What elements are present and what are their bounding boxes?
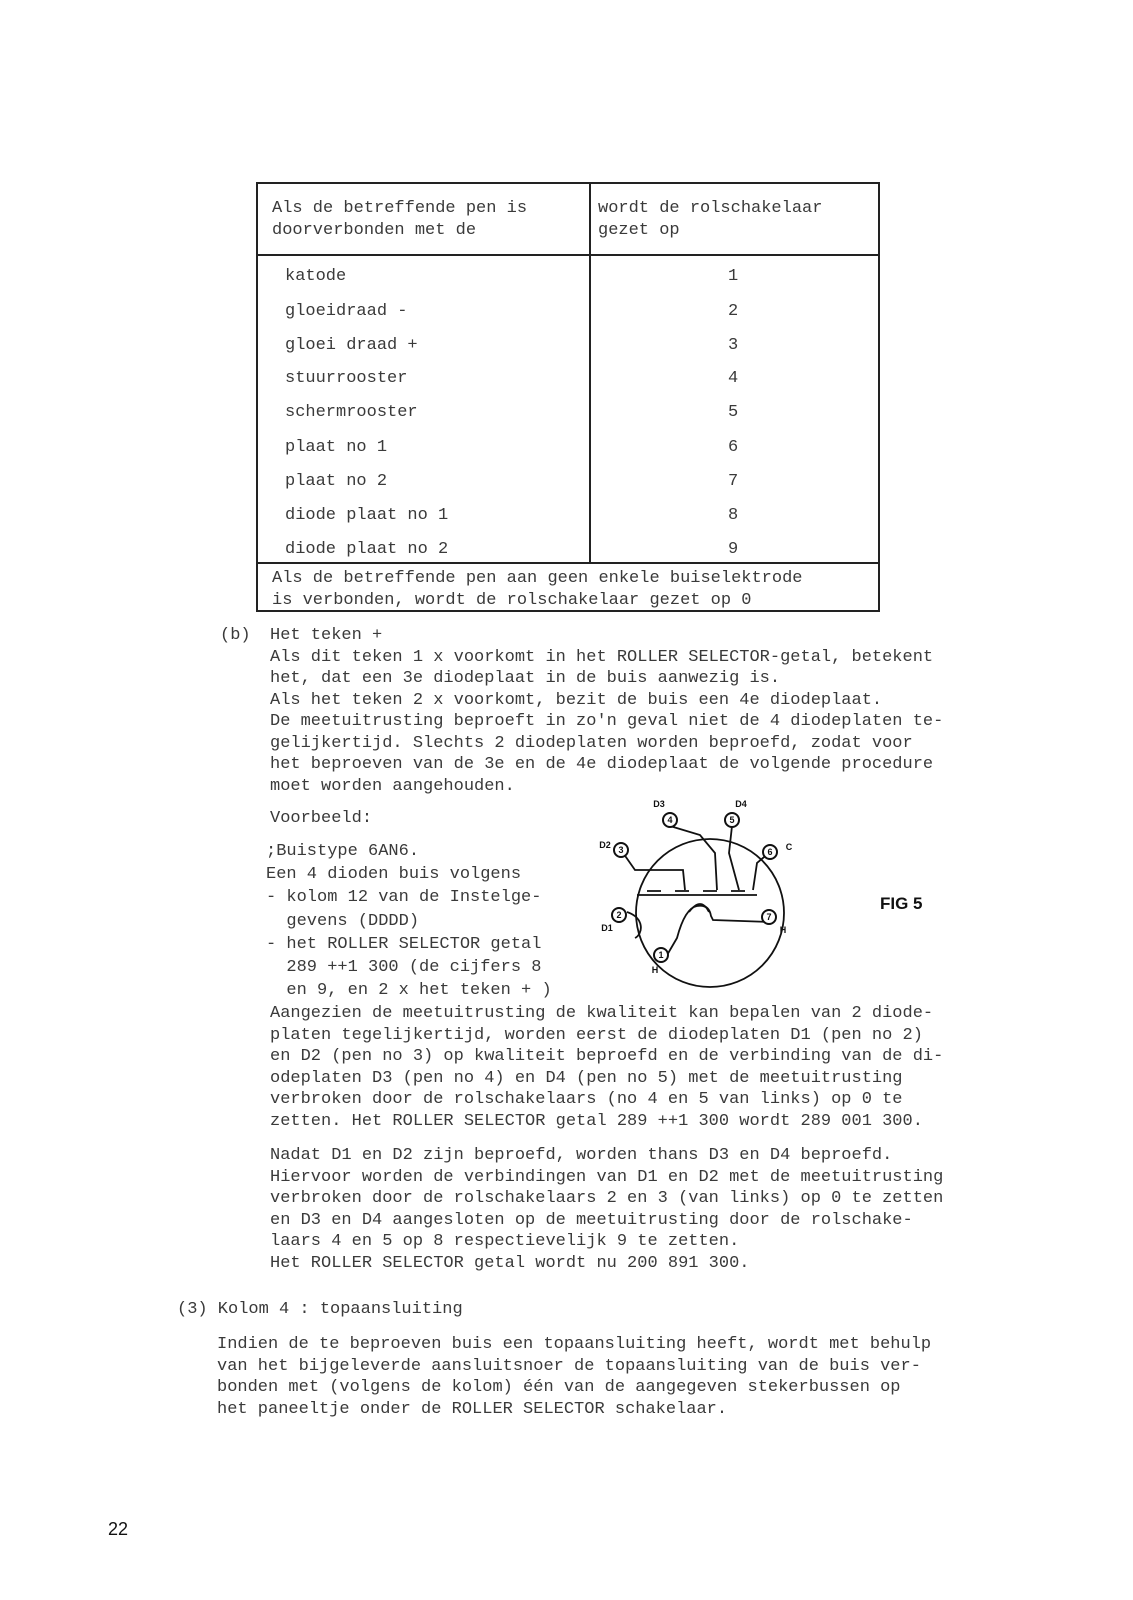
table-row [258, 539, 878, 569]
row-element: diode plaat no 2 [285, 540, 449, 559]
row-value: 6 [728, 438, 739, 457]
row-value: 9 [728, 540, 739, 559]
table-row [258, 437, 878, 467]
pin-number: 4 [667, 815, 673, 825]
pin-label-d3: D3 [653, 799, 665, 809]
pin-label-d1: D1 [601, 923, 613, 933]
row-element: plaat no 2 [285, 472, 388, 491]
row-value: 5 [728, 403, 739, 422]
row-element: plaat no 1 [285, 438, 388, 457]
pin-label-d4: D4 [735, 799, 747, 809]
row-value: 1 [728, 267, 739, 286]
example-label: Voorbeeld: [270, 809, 373, 828]
pin-number: 1 [658, 950, 664, 960]
row-element: stuurrooster [285, 369, 408, 388]
pin-label-h-bottom: H [651, 965, 659, 975]
pin-settings-table [256, 182, 880, 612]
table-row [258, 301, 878, 331]
section-3-heading: (3) Kolom 4 : topaansluiting [177, 1300, 463, 1319]
pin-number: 2 [616, 910, 622, 920]
paragraph-2: Nadat D1 en D2 zijn beproefd, worden thans D3 en D4 beproefd. Hiervoor worden de verbindingen van D1 en D2 met de meetuitrusting verbroken door de rolschakelaars 2 en 3 (van links) op 0 te zetten en D3 en D4 aangesloten op de meetuitrusting door de rolschake- laars 4 en 5 op 8 respectievelijk 9 te zetten. Het ROLLER SELECTOR getal wordt nu 200 891 300. [270, 1146, 944, 1273]
pin-number: 3 [618, 845, 624, 855]
row-element: diode plaat no 1 [285, 506, 449, 525]
section-b-text: Het teken + Als dit teken 1 x voorkomt in het ROLLER SELECTOR-getal, betekent het, dat een 3e diodeplaat in de buis aanwezig is. Als het teken 2 x voorkomt, bezit de buis een 4e diodeplaat. De meetuitrusting beproeft in zo'n geval niet de 4 diodeplaten te- gelijkertijd. Slechts 2 diodeplaten worden beproefd, zodat voor het beproeven van de 3e en de 4e diodeplaat de volgende procedure moet worden aangehouden. [270, 626, 944, 796]
row-element: schermrooster [285, 403, 418, 422]
row-value: 4 [728, 369, 739, 388]
pin-number: 5 [729, 815, 735, 825]
row-value: 2 [728, 302, 739, 321]
row-element: gloei draad + [285, 336, 418, 355]
figure-caption: FIG 5 [880, 894, 923, 913]
example-text: ;Buistype 6AN6. Een 4 dioden buis volgens - kolom 12 van de Instelge- gevens (DDDD) - het ROLLER SELECTOR getal 289 ++1 300 (de cijfers 8 en 9, en 2 x het teken + ) [266, 842, 552, 1001]
table-row [258, 402, 878, 432]
table-header-divider [258, 254, 878, 256]
pin-number: 7 [766, 912, 772, 922]
page-number: 22 [108, 1519, 129, 1539]
table-row [258, 471, 878, 501]
pin-label-h-right: H [779, 925, 787, 935]
pin-label-d2: D2 [599, 840, 611, 850]
header-right: wordt de rolschakelaar gezet op [598, 199, 823, 240]
table-row [258, 266, 878, 296]
table-row [258, 505, 878, 535]
paragraph-1: Aangezien de meetuitrusting de kwaliteit kan bepalen van 2 diode- platen tegelijkertijd, worden eerst de diodeplaten D1 (pen no 2) en D2 (pen no 3) op kwaliteit beproefd en de verbinding van de di- odeplaten D3 (pen no 4) en D4 (pen no 5) met de meetuitrusting verbroken door de rolschakelaars (no 4 en 5 van links) op 0 te zetten. Het ROLLER SELECTOR getal 289 ++1 300 wordt 289 001 300. [270, 1004, 944, 1131]
row-value: 3 [728, 336, 739, 355]
section-3-text: Indien de te beproeven buis een topaansluiting heeft, wordt met behulp van het bijgeleverde aansluitsnoer de topaansluiting van de buis ver- bonden met (volgens de kolom) één van de aangegeven stekerbussen op het paneeltje onder de ROLLER SELECTOR schakelaar. [217, 1335, 932, 1419]
row-element: katode [285, 267, 347, 286]
header-left: Als de betreffende pen is doorverbonden met de [272, 199, 528, 240]
section-b-marker: (b) [220, 626, 251, 645]
table-footnote: Als de betreffende pen aan geen enkele buiselektrode is verbonden, wordt de rolschakelaar gezet op 0 [272, 569, 803, 610]
table-row [258, 368, 878, 398]
row-element: gloeidraad - [285, 302, 408, 321]
pin-label-c: C [785, 842, 793, 852]
pin-number: 6 [767, 847, 773, 857]
table-row [258, 335, 878, 365]
row-value: 7 [728, 472, 739, 491]
row-value: 8 [728, 506, 739, 525]
tube-pin-diagram [599, 799, 815, 1008]
